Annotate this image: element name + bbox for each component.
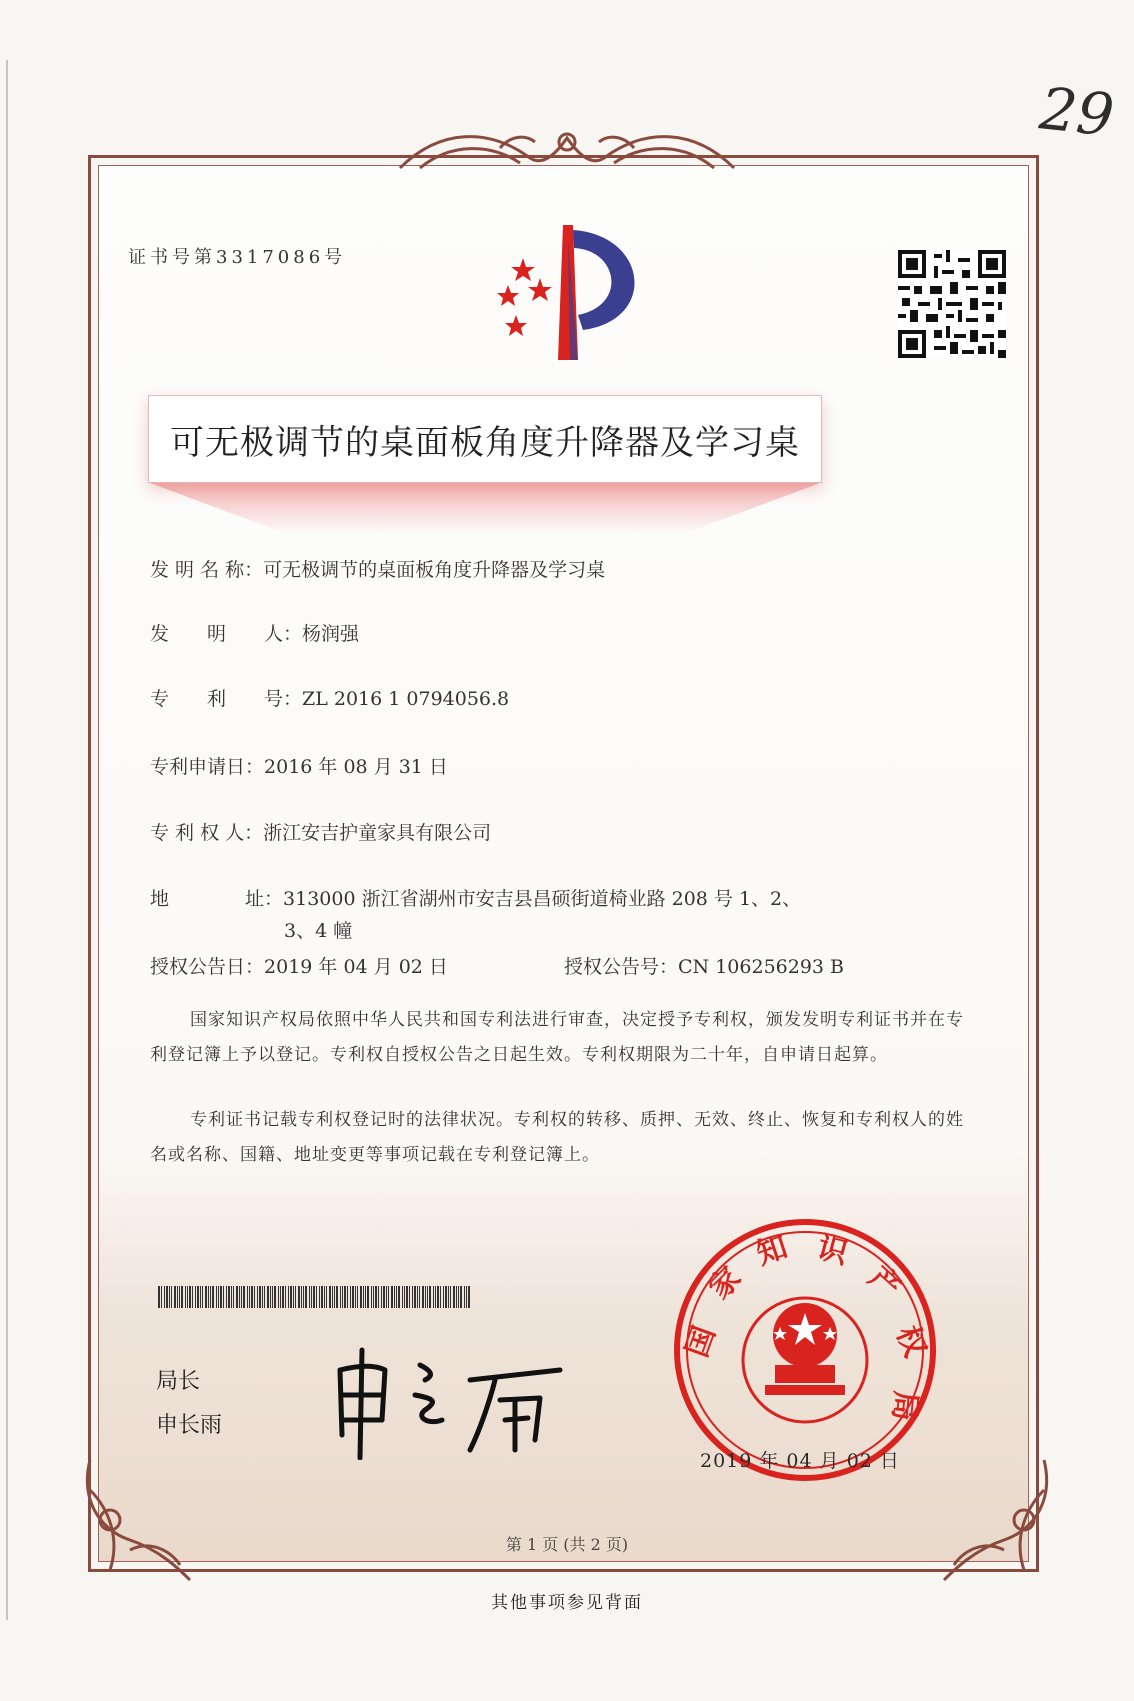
official-seal-icon: [670, 1215, 940, 1485]
patentee-row: [150, 818, 491, 845]
cnipa-logo-icon: [478, 220, 658, 370]
top-ornament-icon: [380, 118, 754, 182]
patentee-label: 专 利 权 人：: [150, 822, 264, 844]
scan-edge: [6, 60, 8, 1620]
application-date-row: [150, 752, 448, 779]
legal-paragraph-1: 国家知识产权局依照中华人民共和国专利法进行审查，决定授予专利权，颁发发明专利证书并在专利登记簿上予以登记。专利权自授权公告之日起生效。专利权期限为二十年，自申请日起算。: [150, 1010, 964, 1065]
application-date-value: 2016 年 08 月 31 日: [264, 756, 448, 778]
grant-date-value: 2019 年 04 月 02 日: [264, 956, 448, 978]
grant-number-value: CN 106256293 B: [678, 956, 845, 978]
invention-name-row: [150, 555, 605, 582]
svg-text:国: 国: [679, 1321, 723, 1362]
inventor-row: [150, 619, 359, 646]
page-info: 第 1 页 (共 2 页): [505, 1535, 629, 1554]
back-note: 其他事项参见背面: [491, 1593, 643, 1613]
handwritten-page-number: 29: [1036, 74, 1118, 150]
bottom-right-ornament-icon: [934, 1450, 1064, 1590]
title-banner: [148, 395, 822, 483]
barcode-icon: [158, 1286, 470, 1308]
qr-code-icon: [898, 250, 1006, 358]
svg-text:权: 权: [888, 1320, 933, 1362]
address-value-line2: 3、4 幢: [284, 920, 353, 942]
invention-name-value: 可无极调节的桌面板角度升降器及学习桌: [263, 559, 606, 581]
inventor-label: 发 明 人：: [150, 623, 303, 645]
address-label: 地 址：: [150, 888, 284, 910]
invention-title: 可无极调节的桌面板角度升降器及学习桌: [170, 422, 800, 463]
chief-title: 局长: [156, 1369, 201, 1394]
address-row: [150, 884, 801, 911]
inventor-value: 杨润强: [302, 623, 360, 645]
svg-text:家: 家: [702, 1260, 749, 1307]
handwritten-signature: [330, 1340, 570, 1460]
address-line2-row: [284, 916, 352, 943]
chief-name: 申长雨: [156, 1413, 223, 1438]
grant-number-row: [564, 952, 844, 979]
application-date-label: 专利申请日：: [150, 756, 265, 778]
svg-text:知: 知: [752, 1229, 792, 1273]
bottom-left-ornament-icon: [70, 1450, 200, 1590]
address-value-line1: 313000 浙江省湖州市安吉县昌硕街道椅业路 208 号 1、2、: [283, 888, 802, 910]
patent-number-label: 专 利 号：: [150, 688, 303, 710]
svg-text:产: 产: [861, 1259, 908, 1306]
patentee-value: 浙江安吉护童家具有限公司: [263, 822, 492, 844]
seal-date: 2019 年 04 月 02 日: [700, 1450, 900, 1472]
patent-number-value: ZL 2016 1 0794056.8: [302, 688, 510, 710]
grant-number-label: 授权公告号：: [564, 956, 679, 978]
patent-number-row: [150, 684, 509, 711]
svg-text:局: 局: [885, 1389, 924, 1423]
certificate-number: 证书号第3317086号: [128, 247, 347, 268]
grant-date-label: 授权公告日：: [150, 956, 265, 978]
svg-text:识: 识: [813, 1230, 852, 1272]
grant-date-row: [150, 952, 448, 979]
invention-name-label: 发 明 名 称：: [150, 559, 264, 581]
legal-paragraph-2: 专利证书记载专利权登记时的法律状况。专利权的转移、质押、无效、终止、恢复和专利权人的姓名或名称、国籍、地址变更等事项记载在专利登记簿上。: [150, 1110, 964, 1165]
